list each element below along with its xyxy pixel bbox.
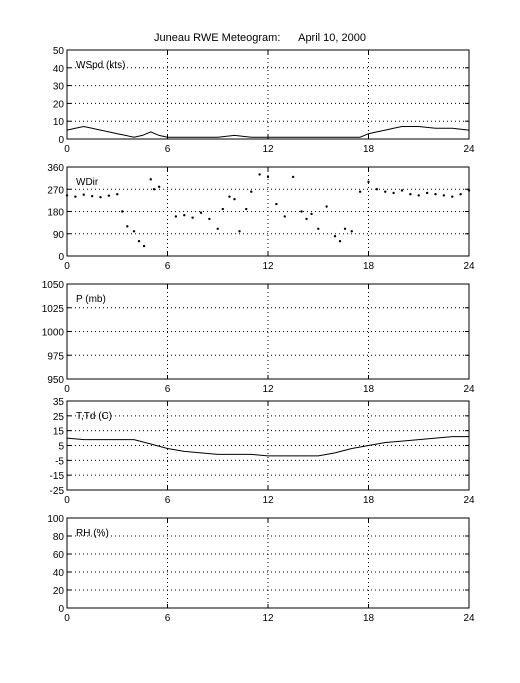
x-tick-label: 12 [262,384,274,395]
data-point [434,193,436,195]
data-point [451,195,453,197]
data-point [401,189,403,191]
data-point [150,178,152,180]
x-tick-label: 18 [362,261,375,272]
y-tick-label: 0 [58,252,64,263]
data-point [133,230,135,232]
data-point [153,188,155,190]
data-point [143,245,145,247]
y-tick-label: 1050 [41,280,64,291]
data-point [376,188,378,190]
data-point [228,195,230,197]
data-point [258,173,260,175]
data-point [208,218,210,220]
panel-label: P (mb) [76,294,106,305]
x-tick-label: 24 [463,613,475,624]
data-point [233,198,235,200]
y-tick-label: -25 [49,486,64,497]
y-tick-label: 20 [52,99,64,111]
y-tick-label: 0 [58,135,64,146]
data-point [138,240,140,242]
y-tick-label: 0 [58,604,64,615]
y-tick-label: 1025 [41,303,64,315]
data-point [250,191,252,193]
data-point [305,218,307,220]
panel-label: WSpd (kts) [76,60,126,71]
y-tick-label: 20 [52,586,64,597]
x-tick-label: 18 [362,384,375,395]
data-point [351,230,353,232]
data-point [334,235,336,237]
data-point [267,176,269,178]
data-point [310,213,312,215]
data-point [284,215,286,217]
x-tick-label: 24 [463,495,475,506]
data-point [191,216,193,218]
data-point [245,208,247,210]
data-point [344,228,346,230]
data-point [99,196,101,198]
data-point [300,210,302,212]
x-tick-label: 6 [164,261,171,272]
chart-title: Juneau RWE Meteogram: April 10, 2000 [154,32,366,44]
data-point [91,195,93,197]
y-tick-label: 25 [52,411,64,423]
data-point [183,214,185,216]
data-point [126,225,128,227]
data-point [409,193,411,195]
x-tick-label: 24 [463,384,475,395]
x-tick-label: 12 [262,613,274,624]
y-tick-label: 30 [52,81,64,93]
data-point [459,193,461,195]
data-point [317,228,319,230]
x-tick-label: 6 [164,495,171,506]
y-tick-label: 180 [47,207,64,219]
data-point [418,194,420,196]
data-point [238,230,240,232]
y-tick-label: 40 [52,568,64,579]
data-point [74,195,76,197]
data-point [116,193,118,195]
x-tick-label: 18 [362,495,375,506]
x-tick-label: 0 [64,384,70,395]
y-tick-label: 270 [47,185,64,197]
data-point [275,203,277,205]
y-tick-label: 80 [52,532,64,543]
data-point [217,228,219,230]
data-point [392,192,394,194]
y-tick-label: 360 [47,163,64,174]
y-tick-label: 60 [52,550,64,561]
data-point [384,191,386,193]
data-point [426,192,428,194]
panel-label: RH (%) [76,528,109,539]
x-tick-label: 12 [262,261,274,272]
data-point [339,240,341,242]
y-tick-label: 15 [52,426,64,438]
data-point [292,176,294,178]
x-tick-label: 18 [362,613,375,624]
y-tick-label: 10 [52,117,64,129]
y-tick-label: 40 [52,63,64,75]
y-tick-label: 50 [52,46,64,57]
data-point [359,191,361,193]
x-tick-label: 0 [64,495,70,506]
x-tick-label: 6 [164,613,171,624]
x-tick-label: 6 [164,384,171,395]
data-point [325,205,327,207]
x-tick-label: 0 [64,261,70,272]
x-tick-label: 6 [164,144,171,155]
y-tick-label: 950 [47,375,64,386]
y-tick-label: 100 [47,514,64,525]
data-point [367,181,369,183]
data-point [108,194,110,196]
x-tick-label: 0 [64,144,70,155]
data-point [200,212,202,214]
y-tick-label: 90 [52,229,64,241]
data-point [443,194,445,196]
panel-label: WDir [76,177,99,188]
panel-label: T,Td (C) [76,411,113,422]
x-tick-label: 24 [463,144,475,155]
y-tick-label: -5 [55,456,64,468]
y-tick-label: 1000 [41,327,64,339]
x-tick-label: 18 [362,144,375,155]
x-tick-label: 12 [262,144,274,155]
y-tick-label: -15 [49,471,64,483]
y-tick-label: 35 [52,397,64,408]
x-tick-label: 12 [262,495,274,506]
data-point [158,186,160,188]
x-tick-label: 0 [64,613,70,624]
data-point [121,210,123,212]
data-point [83,193,85,195]
data-point [175,215,177,217]
data-point [222,208,224,210]
y-tick-label: 5 [58,441,64,453]
x-tick-label: 24 [463,261,475,272]
y-tick-label: 975 [47,351,64,363]
